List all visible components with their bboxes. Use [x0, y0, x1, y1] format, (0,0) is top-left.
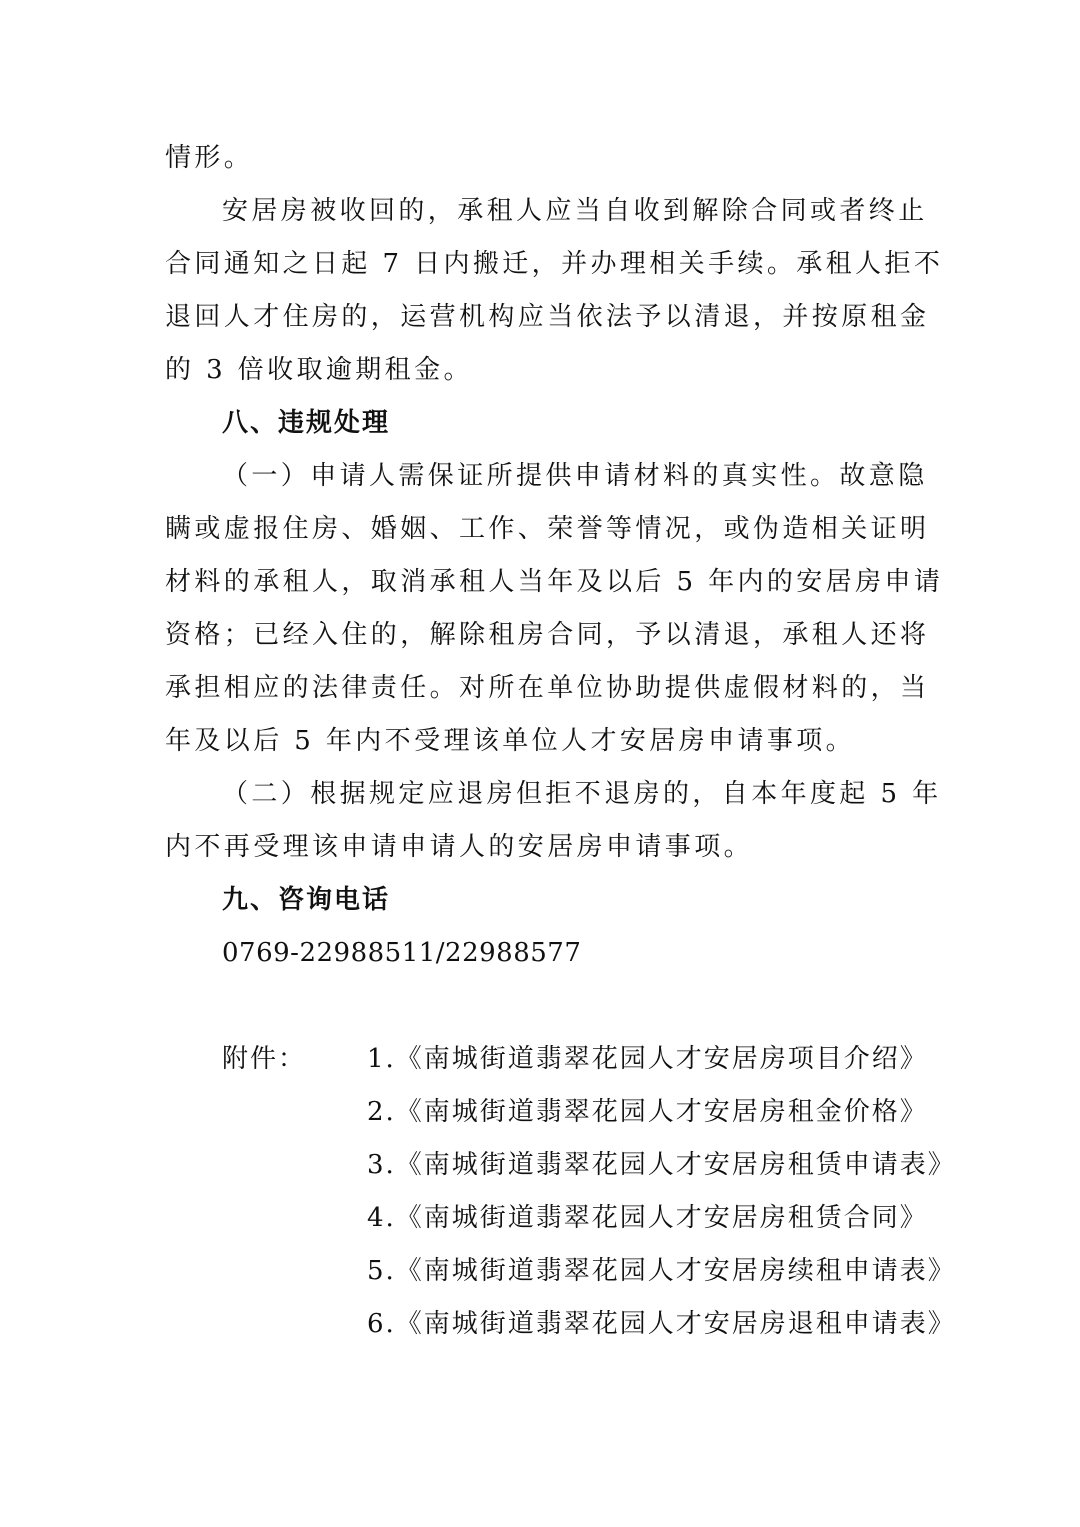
text-line: 合同通知之日起 7 日内搬迁，并办理相关手续。承租人拒不: [165, 249, 944, 279]
attachment-row: [165, 1298, 956, 1351]
section-heading: 八、违规处理: [222, 408, 391, 438]
attachment-label: [165, 1192, 367, 1245]
section-spacer: [165, 980, 917, 1033]
text-line: 内不再受理该申请申请人的安居房申请事项。: [165, 832, 754, 862]
attachment-row: [165, 1245, 956, 1298]
text-line: 情形。: [165, 143, 254, 173]
attachment-item: 4.《南城街道翡翠花园人才安居房租赁合同》: [367, 1203, 928, 1233]
text-line: 材料的承租人，取消承租人当年及以后 5 年内的安居房申请: [165, 567, 944, 597]
document-body: [165, 132, 944, 980]
attachment-label: [165, 1139, 367, 1192]
text-line: 年及以后 5 年内不受理该单位人才安居房申请事项。: [165, 726, 856, 756]
attachment-item: 3.《南城街道翡翠花园人才安居房租赁申请表》: [367, 1150, 956, 1180]
attachment-row: [165, 1086, 928, 1139]
text-line: 瞒或虚报住房、婚姻、工作、荣誉等情况，或伪造相关证明: [165, 514, 930, 544]
attachment-label: [165, 1245, 367, 1298]
text-line: （二）根据规定应退房但拒不退房的，自本年度起 5 年: [222, 779, 942, 809]
attachment-item: 1.《南城街道翡翠花园人才安居房项目介绍》: [367, 1044, 928, 1074]
attachment-label: [165, 1298, 367, 1351]
attachment-row: [165, 1139, 956, 1192]
phone-number: 0769-22988511/22988577: [222, 938, 582, 968]
attachment-item: 2.《南城街道翡翠花园人才安居房租金价格》: [367, 1097, 928, 1127]
text-line: （一）申请人需保证所提供申请材料的真实性。故意隐: [222, 461, 928, 491]
attachment-label: 附件：: [222, 1044, 307, 1074]
attachment-item: 5.《南城街道翡翠花园人才安居房续租申请表》: [367, 1256, 956, 1286]
document-page: [165, 132, 956, 1351]
text-line: 的 3 倍收取逾期租金。: [165, 355, 473, 385]
text-line: 承担相应的法律责任。对所在单位协助提供虚假材料的，当: [165, 673, 930, 703]
text-line: 安居房被收回的，承租人应当自收到解除合同或者终止: [222, 196, 928, 226]
attachment-label: [165, 1086, 367, 1139]
attachment-row: [165, 1192, 928, 1245]
section-heading: 九、咨询电话: [222, 885, 391, 915]
attachment-item: 6.《南城街道翡翠花园人才安居房退租申请表》: [367, 1309, 956, 1339]
text-line: 退回人才住房的，运营机构应当依法予以清退，并按原租金: [165, 302, 930, 332]
text-line: 资格；已经入住的，解除租房合同，予以清退，承租人还将: [165, 620, 930, 650]
attachment-row: [165, 1033, 928, 1086]
attachments-list: [165, 1033, 956, 1351]
